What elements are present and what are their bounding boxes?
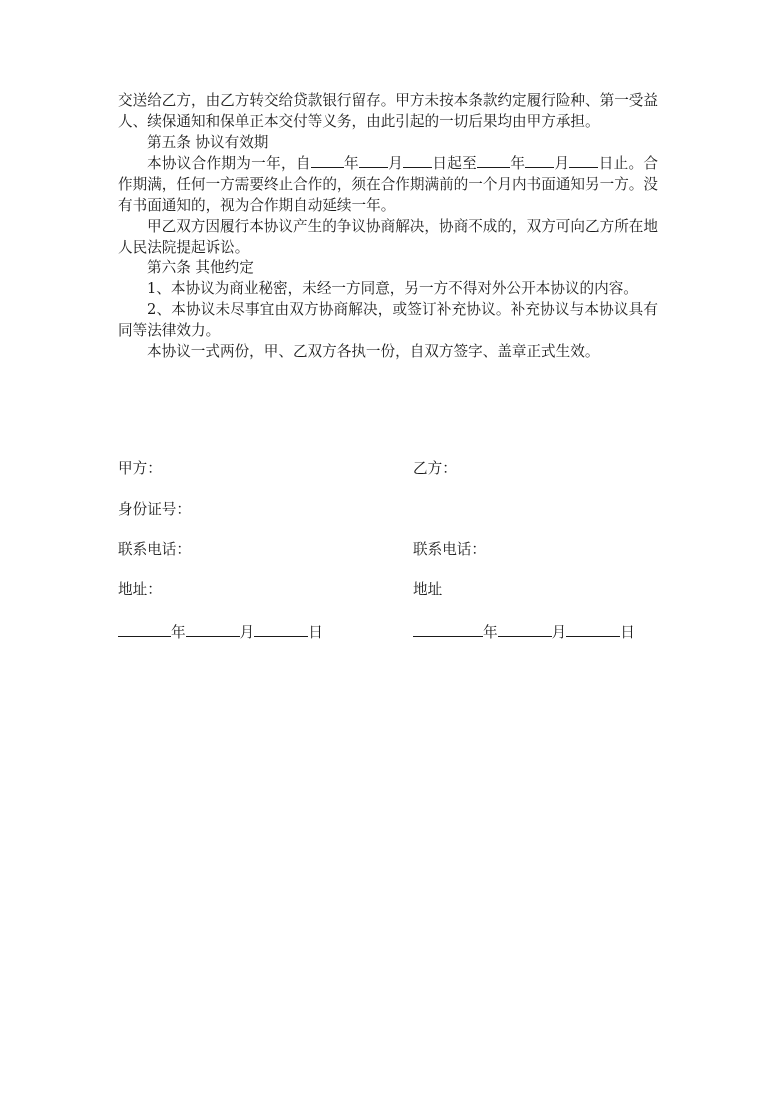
id-number-label: 身份证号： bbox=[118, 501, 191, 518]
date-line-party-b bbox=[413, 621, 635, 643]
party-b-label: 乙方： bbox=[413, 460, 457, 477]
date-b-year: 年 bbox=[483, 624, 498, 641]
blank-start-year bbox=[311, 153, 344, 168]
validity-day-1: 日起至 bbox=[432, 155, 478, 173]
blank-start-day bbox=[403, 153, 432, 168]
address-a-label: 地址： bbox=[118, 581, 162, 598]
date-a-month: 月 bbox=[239, 624, 255, 641]
validity-paragraph bbox=[118, 153, 658, 216]
clause-2: 2、本协议未尽事宜由双方协商解决，或签订补充协议。补充协议与本协议具有同等法律效力。 bbox=[118, 300, 658, 339]
blank-month-a bbox=[186, 621, 240, 637]
blank-year-a bbox=[118, 621, 171, 637]
blank-end-year bbox=[477, 153, 510, 168]
date-b-month: 月 bbox=[551, 624, 567, 641]
effect-paragraph: 本协议一式两份，甲、乙双方各执一份，自双方签字、盖章正式生效。 bbox=[147, 342, 600, 360]
validity-text-2: 合作期满，任何一方需要终止合作的，须在合作期满前的一个月内书面通知另一方。没有书面通知的，视为合作期自动延续一年。 bbox=[118, 155, 658, 214]
clause-1: 1、本协议为商业秘密，未经一方同意，另一方不得对外公开本协议的内容。 bbox=[147, 280, 638, 298]
blank-day-b bbox=[566, 621, 620, 637]
phone-b-label: 联系电话： bbox=[413, 541, 486, 558]
blank-year-b bbox=[413, 621, 483, 637]
paragraph-insurance-obligations: 交送给乙方，由乙方转交给贷款银行留存。甲方未按本条款约定履行险种、第一受益人、续保通知和保单正本交付等义务，由此引起的一切后果均由甲方承担。 bbox=[118, 92, 658, 130]
blank-day-a bbox=[254, 621, 308, 637]
phone-a-label: 联系电话： bbox=[118, 541, 191, 558]
article-6-heading: 第六条 其他约定 bbox=[147, 259, 254, 277]
validity-text-1: 本协议合作期为一年，自 bbox=[147, 155, 311, 173]
dispute-paragraph: 甲乙双方因履行本协议产生的争议协商解决，协商不成的，双方可向乙方所在地人民法院提起诉讼。 bbox=[118, 217, 658, 256]
date-b-day: 日 bbox=[620, 624, 635, 641]
validity-day-2: 日止。 bbox=[598, 155, 644, 173]
blank-end-day bbox=[569, 153, 598, 168]
agreement-body bbox=[118, 91, 658, 362]
blank-start-month bbox=[359, 153, 388, 168]
validity-month-1: 月 bbox=[387, 155, 404, 173]
validity-year-1: 年 bbox=[343, 155, 359, 173]
date-a-year: 年 bbox=[171, 624, 186, 641]
party-a-label: 甲方： bbox=[118, 460, 162, 477]
address-b-label: 地址 bbox=[413, 581, 443, 598]
blank-month-b bbox=[498, 621, 552, 637]
article-5-heading: 第五条 协议有效期 bbox=[147, 133, 269, 151]
blank-end-month bbox=[525, 153, 554, 168]
date-a-day: 日 bbox=[308, 624, 323, 641]
validity-month-2: 月 bbox=[554, 155, 570, 173]
date-line-party-a bbox=[118, 621, 323, 643]
validity-year-2: 年 bbox=[510, 155, 526, 173]
